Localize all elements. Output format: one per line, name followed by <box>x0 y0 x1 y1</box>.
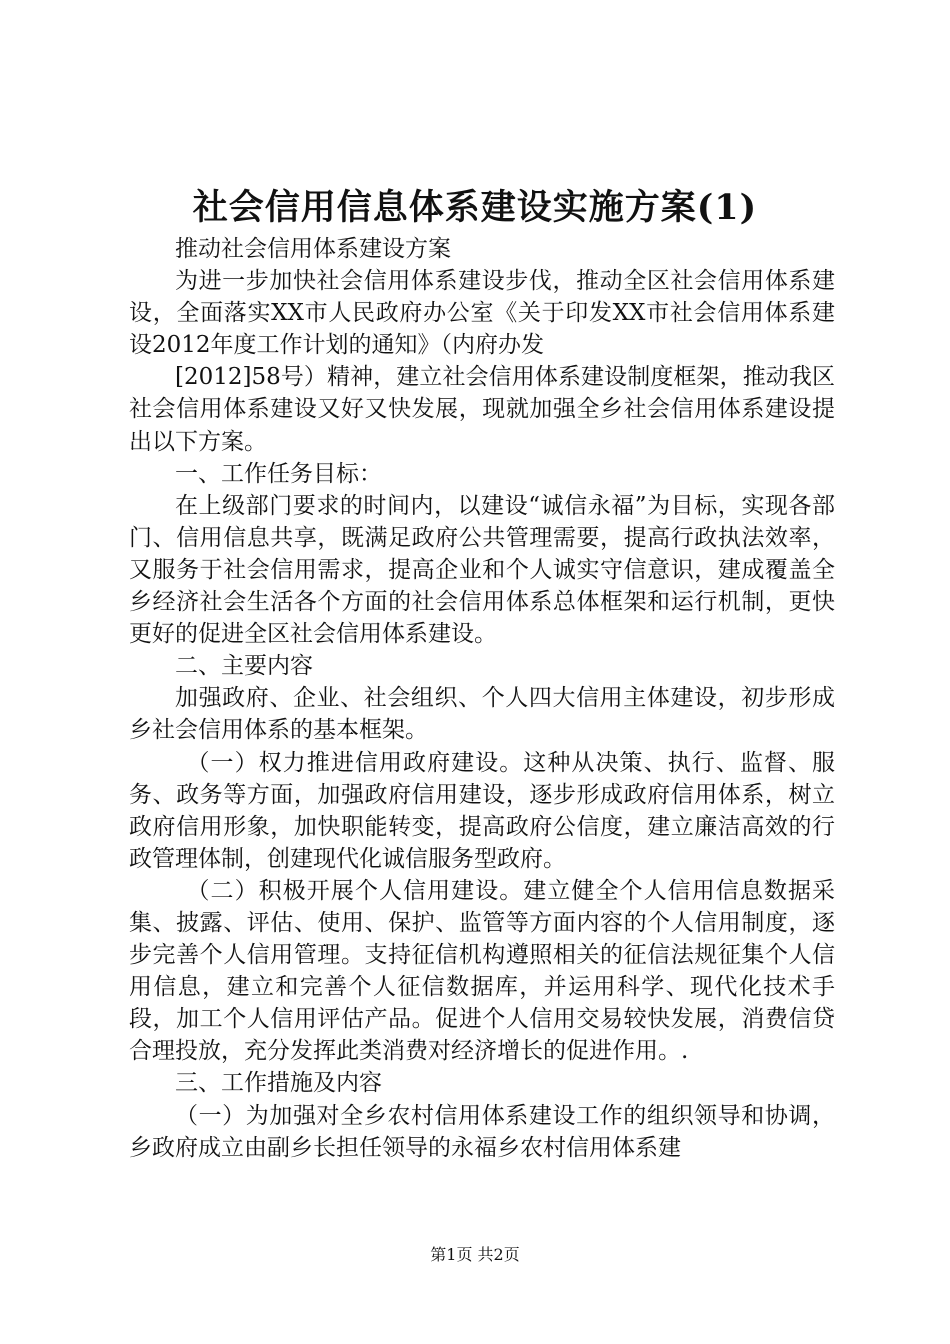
paragraph-personal-credit: （二）积极开展个人信用建设。建立健全个人信用信息数据采集、披露、评估、使用、保护、监管等方面内容的个人信用制度，逐步完善个人信用管理。支持征信机构遵照相关的征信法规征集个人信用信息，建立和完善个人征信数据库，并运用科学、现代化技术手段，加工个人信用评估产品。促进个人信用交易较快发展，消费信贷合理投放，充分发挥此类消费对经济增长的促进作用。. <box>129 877 835 1065</box>
section-heading-2: 二、主要内容 <box>175 653 313 680</box>
paragraph-goals: 在上级部门要求的时间内，以建设“诚信永福”为目标，实现各部门、信用信息共享，既满足政府公共管理需要，提高行政执法效率，又服务于社会信用需求，提高企业和个人诚实守信意识，建成覆盖全乡经济社会生活各个方面的社会信用体系总体框架和运行机制，更快更好的促进全区社会信用体系建设。 <box>129 492 835 648</box>
section-heading-1: 一、工作任务目标： <box>175 460 382 487</box>
document-title: 社会信用信息体系建设实施方案(1) <box>192 187 758 228</box>
paragraph-government-credit: （一）权力推进信用政府建设。这种从决策、执行、监督、服务、政务等方面，加强政府信用建设，逐步形成政府信用体系，树立政府信用形象，加快职能转变，提高政府公信度，建立廉洁高效的行政管理体制，创建现代化诚信服务型政府。 <box>129 749 835 872</box>
paragraph-intro-continued: [2012]58号）精神，建立社会信用体系建设制度框架，推动我区社会信用体系建设又好又快发展，现就加强全乡社会信用体系建设提出以下方案。 <box>129 364 835 455</box>
section-heading-3: 三、工作措施及内容 <box>175 1070 382 1097</box>
paragraph-subtitle: 推动社会信用体系建设方案 <box>175 236 451 262</box>
paragraph-main-content: 加强政府、企业、社会组织、个人四大信用主体建设，初步形成乡社会信用体系的基本框架。 <box>129 685 835 744</box>
paragraph-intro: 为进一步加快社会信用体系建设步伐，推动全区社会信用体系建设，全面落实XX市人民政府办公室《关于印发XX市社会信用体系建设2012年度工作计划的通知》（内府办发 <box>129 268 835 359</box>
paragraph-measures: （一）为加强对全乡农村信用体系建设工作的组织领导和协调，乡政府成立由副乡长担任领导的永福乡农村信用体系建 <box>129 1102 835 1161</box>
document-body <box>129 233 835 1164</box>
page-footer: 第1页 共2页 <box>430 1245 520 1264</box>
